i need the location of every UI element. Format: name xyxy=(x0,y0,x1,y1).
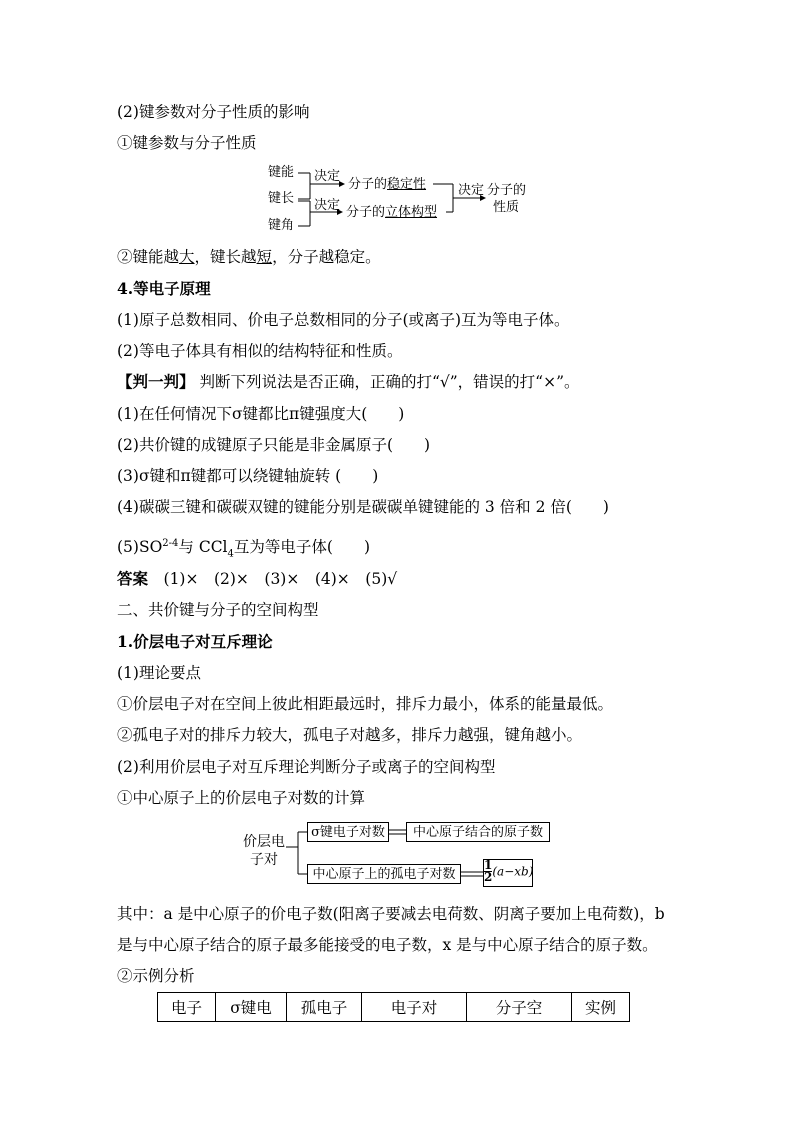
judge-item-3: (3)σ键和π键都可以绕键轴旋转 ( ) xyxy=(117,467,379,485)
label-stability: 分子的稳定性 xyxy=(348,177,427,192)
table-header-cell: 电子 xyxy=(158,993,216,1022)
label-valence-2: 子对 xyxy=(250,852,278,868)
para-theory-1: ①价层电子对在空间上彼此相距最远时，排斥力最小，体系的能量最低。 xyxy=(117,695,614,713)
box-sigma-pairs: σ键电子对数 xyxy=(307,822,389,842)
para-heading-bond-params: (2)键参数对分子性质的影响 xyxy=(117,103,310,121)
box-lone-pairs: 中心原子上的孤电子对数 xyxy=(307,864,461,884)
label-jianjiao: 键角 xyxy=(268,218,295,233)
table-header-cell: 电子对 xyxy=(362,993,467,1022)
para-theory-points: (1)理论要点 xyxy=(117,664,201,682)
para-iso-1: (1)原子总数相同、价电子总数相同的分子(或离子)互为等电子体。 xyxy=(117,311,570,329)
diagram2-lines xyxy=(0,800,794,900)
table-header-row xyxy=(158,993,630,1022)
para-bond-energy: ②键能越大，键长越短，分子越稳定。 xyxy=(117,248,381,266)
heading-vsepr: 1.价层电子对互斥理论 xyxy=(117,632,273,651)
para-vsepr-use: (2)利用价层电子对互斥理论判断分子或离子的空间构型 xyxy=(117,758,496,776)
label-decide-2: 决定 xyxy=(314,198,341,213)
para-calc: ①中心原子上的价层电子对数的计算 xyxy=(117,789,366,807)
example-table xyxy=(157,992,630,1022)
label-decide-1: 决定 xyxy=(314,169,341,184)
label-structure: 分子的立体构型 xyxy=(346,205,438,220)
table-header-cell: 孤电子 xyxy=(287,993,362,1022)
para-judge-intro: 【判一判】 判断下列说法是否正确，正确的打“√”，错误的打“×”。 xyxy=(117,372,580,391)
formula-fraction: $\frac{1}{2}$ xyxy=(484,858,493,884)
box-bonded-atoms: 中心原子结合的原子数 xyxy=(406,822,550,842)
label-decide-3: 决定 xyxy=(458,183,485,198)
para-subheading: ①键参数与分子性质 xyxy=(117,134,257,152)
heading-isoelectronic: 4.等电子原理 xyxy=(117,279,211,298)
section-heading-2: 二、共价键与分子的空间构型 xyxy=(117,601,319,619)
table-header-cell: 分子空 xyxy=(467,993,572,1022)
diagram1-lines xyxy=(0,0,794,260)
para-where-1: 其中：a 是中心原子的价电子数(阳离子要减去电荷数、阴离子要加上电荷数)，b xyxy=(117,905,665,923)
judge-item-5: (5)SO$^{2-4}$与 CCl$_4$互为等电子体( ) xyxy=(117,538,370,560)
table-header-cell: 实例 xyxy=(572,993,630,1022)
judge-item-4: (4)碳碳三键和碳碳双键的键能分别是碳碳单键键能的 3 倍和 2 倍( ) xyxy=(117,498,609,516)
para-example: ②示例分析 xyxy=(117,967,195,985)
label-property-2: 性质 xyxy=(493,200,520,215)
label-jianchang: 键长 xyxy=(268,191,295,206)
box-formula: $\frac{1}{2}$ (a−xb) xyxy=(483,859,533,887)
label-valence-1: 价层电 xyxy=(243,834,285,850)
para-iso-2: (2)等电子体具有相似的结构特征和性质。 xyxy=(117,342,403,360)
judge-item-2: (2)共价键的成键原子只能是非金属原子( ) xyxy=(117,436,431,454)
label-jianneng: 键能 xyxy=(268,165,295,180)
answer-line: 答案 (1)× (2)× (3)× (4)× (5)√ xyxy=(117,569,398,588)
para-where-2: 是与中心原子结合的原子最多能接受的电子数，x 是与中心原子结合的原子数。 xyxy=(117,936,658,954)
label-property-1: 分子的 xyxy=(487,183,527,198)
judge-item-1: (1)在任何情况下σ键都比π键强度大( ) xyxy=(117,405,405,423)
table-header-cell: σ键电 xyxy=(216,993,287,1022)
para-theory-2: ②孤电子对的排斥力较大，孤电子对越多，排斥力越强，键角越小。 xyxy=(117,726,583,744)
